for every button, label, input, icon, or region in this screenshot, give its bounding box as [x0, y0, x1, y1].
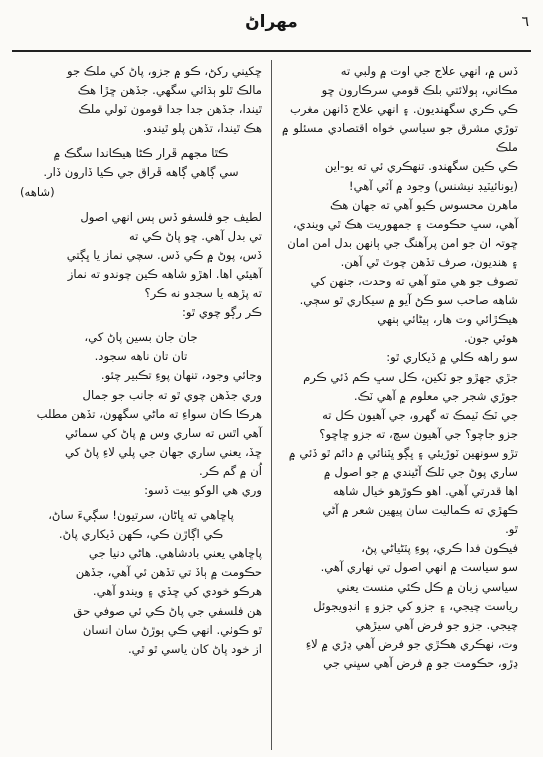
text-line: جي ٽڪ ٽيمڪ ته گهرو، جي آهيون ڪل ته	[322, 407, 518, 422]
text-line: هن فلسفي جي پاڻ ڪي ئي صوفي حق	[73, 603, 262, 618]
text-line: شاهه صاحب سو ڪڻ آيو ۾ سيکاري ٿو سڄي.	[299, 293, 518, 308]
text-line: جڙي جهڙو جو ٽکين، ڪل سڀ ڪم ڏئي ڪرم	[303, 369, 518, 384]
header-rule	[12, 50, 531, 52]
text-line: مڪاني، ٻولائتي بلڪ قومي سرڪارون ڇو	[321, 83, 518, 98]
text-line: سو راهه ڪلي ۾ ڏيکاري ٿو:	[386, 350, 518, 365]
text-line: ٿو ڪوٺي. انهي ڪي ٻوڙڻ سان انسان	[82, 622, 262, 637]
verse-attribution: (شاهه)	[20, 184, 55, 199]
text-line: جزو جاچو؟ جي آهيون سچ، ته جزو ڇاڇو؟	[319, 426, 518, 441]
verse-line: سي ڳاهي ڳاهه ڦراق جي ڪيا ڏارون ڏار.	[43, 165, 239, 180]
text-line: ته پڙهه يا سجدو نه ڪر؟	[144, 286, 262, 301]
text-line: (يونائيٽيڊ نيشنس) وجود ۾ آئي آهي!	[348, 178, 518, 193]
text-line: ۽ هنديون، صرف تڏهن چوٽ ٿي آهن.	[340, 254, 518, 269]
text-line: ڏس ۾، انهي علاج جي اوت ۾ ولبي ته	[340, 64, 518, 78]
text-line: هڪ ٿيندا، تڏهن پلو ٿيندو.	[142, 121, 262, 136]
text-line: وت، نهڪري هڪڙي جو فرض آهي ڍڙي ۾ لاءِ	[305, 636, 518, 651]
page-header	[14, 8, 529, 46]
left-column	[20, 62, 262, 659]
text-line: هرڪا ڪان سواءِ ته ماڻي سگهون، تڏهن مطلب	[36, 406, 262, 421]
text-line: فيڪون فدا ڪري، پوءِ پٽڻياڻي پڻ،	[361, 541, 518, 556]
text-line: تي بدل آهي. ڇو پاڻ ڪي ته	[128, 228, 262, 243]
text-line: مالڪ ٿلو ٻڌائي سگهي. جڏهن ڇڙا هڪ	[77, 83, 262, 98]
verse-line: ڪي اڳاڙن ڪي، ڪهن ڏيکاري پاڻ.	[58, 527, 224, 542]
verse-line: ڪٿا مجهم ڦرار ڪڻا هيڪاندا سگڪ ۾	[53, 146, 229, 161]
text-line: هرڪو خودي کي ڇڏي ۽ ويندو آهي.	[92, 584, 262, 599]
text-line: حڪومت ۾ ٻاڏ تي تڏهن ئي آهي، جڏهن	[75, 565, 262, 580]
text-line: ٿيندا، جڏهن جدا جدا قومون ٽولي ملڪ	[78, 102, 262, 117]
text-line: آهي اٿس ته ساري وس ۾ پاڻ کي سمائي	[65, 425, 262, 440]
text-line: تڙو سونهين ٽوڙيئي ۽ ڀڳو ڀٽنائي ۾ دائم ٿو ڏئي ۾	[288, 445, 518, 460]
text-line: اها قدرتي آهي. اهو ڪوڙهو خيال شاهه	[332, 484, 518, 499]
text-line: اُن ۾ گم ڪر.	[199, 463, 262, 478]
text-line: از خود پاڻ کان ياسي ٿو ٿي.	[127, 641, 262, 656]
text-line: آهي، سڀ حڪومت ۽ جمهوريت هڪ ٿي ويندي،	[292, 216, 518, 231]
text-line: جوڙي شجر جي معلوم ۾ آهي ٽڪ.	[353, 388, 518, 403]
text-line: ڍڙو، حڪومت جو ۾ فرض آهي سڀني جي	[323, 655, 518, 670]
text-line: وري جڏهن چوي ٿو ته جانب جو جمال	[82, 387, 262, 402]
text-line: تصوف جو هي متو آهي ته وحدت، جنهن کي	[310, 274, 518, 289]
text-line: آهيئي اها. اهڙو شاهه ڪين چوندو ته نماز	[67, 266, 262, 281]
column-divider	[271, 60, 272, 750]
text-line: ٿو.	[505, 522, 518, 537]
text-line: ڏس، پوڻ ۾ ڪي ڏس. سچي نماز يا ڀڳتي	[66, 247, 262, 262]
text-line: ڪي ڪين سگهندو. تنهڪري ئي ته يو-اين	[324, 159, 518, 174]
text-line: ڇوتہ ان جو امن پرآهنگ جي ٻانهن بدل امن امان	[287, 235, 518, 250]
text-line: هيڪڙائي وت هار، ٻيڻائي ٻنهي	[377, 312, 518, 327]
text-line: ماهرن محسوس ڪيو آهي ته جهان هڪ	[330, 197, 518, 212]
text-line: ڇکيني رکڻ، ڪو ۾ جزو، پاڻ کي ملڪ جو	[66, 64, 262, 78]
text-line: رياست چيجي، ۽ جزو کي جزو ۽ انڊويجوئل	[313, 598, 518, 613]
page-number: ٦	[521, 14, 529, 30]
text-line: ڪي ڪري سگهنديون. ۽ انهي علاج ڏانهن مغرب	[290, 102, 518, 117]
text-line: ڇڏ، يعني ساري جهان جي پلي لاءِ پاڻ کي	[64, 444, 262, 459]
right-column	[282, 62, 518, 673]
text-line: وجائي وجود، تنهان پوءِ تڪبير چئو.	[100, 368, 262, 383]
text-line: سياسي زبان ۾ ڪل ڪئي منست يعني	[336, 579, 518, 594]
text-line: وري هي الوکو بيت ڏسو:	[144, 482, 262, 497]
verse-line: تان تان ناهه سجود.	[94, 349, 188, 364]
text-line: پاڇاهي يعني بادشاهي. هاڻي دنيا جي	[88, 546, 262, 561]
text-line: توڙي مشرق جو سياسي خواه اقتصادي مسئلو ۾ ملڪ	[282, 121, 518, 155]
text-line: ساري پوڻ جي ٽلڪ آڻيندي ۾ جو اصول ۾	[323, 464, 518, 479]
page-title: مهراڻ	[245, 12, 298, 32]
text-line: لطيف جو فلسفو ڏس ٻس انهي اصول	[80, 209, 262, 224]
text-line: چيجي. جزو جو فرض آهي سيڙهي	[355, 617, 518, 632]
verse-line: جان جان بسين پاڻ کي،	[84, 330, 198, 345]
text-line: ڪر رڳو چوي ٿو:	[182, 305, 262, 320]
text-line: هوئي جون.	[463, 331, 518, 346]
text-line: سو سياست ۾ انهي اصول تي نهاري آهي.	[320, 560, 518, 575]
verse-line: پاڇاهي ته ڀاڻان، سرتيون! سڳيءَ ساڻ،	[48, 508, 234, 523]
text-line: ڪهڙي ته ڪماليت سان پيهين شعر ۾ آڻي	[322, 503, 518, 518]
